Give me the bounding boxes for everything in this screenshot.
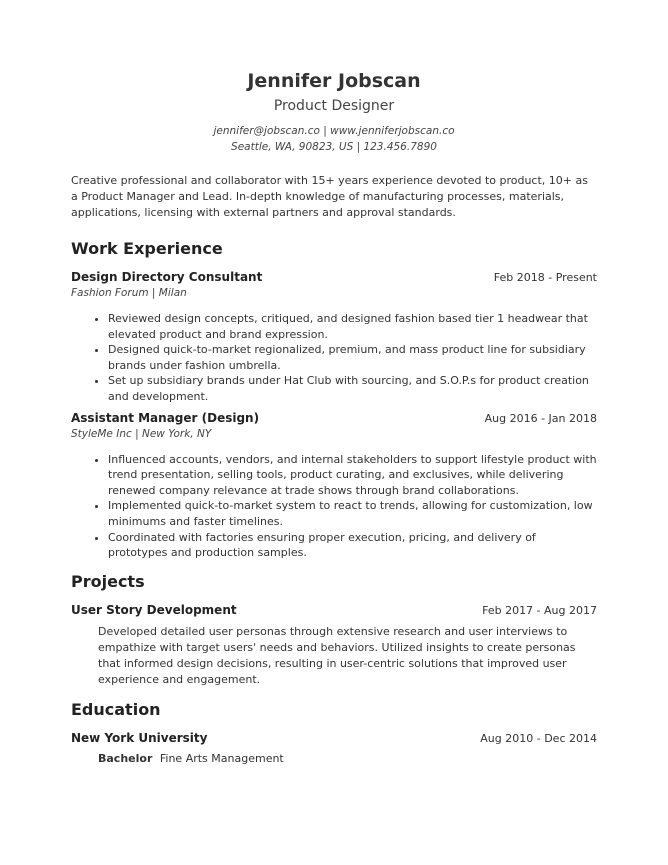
resume-header	[71, 0, 597, 155]
professional-summary: Creative professional and collaborator with 15+ years experience devoted to product, 10+ as a Product Manager and Lead. In-depth knowledge of manufacturing processes, materials, applications, licensing with external partners and approval standards.	[71, 174, 588, 219]
degree-line	[71, 751, 597, 767]
projects-heading: Projects	[71, 571, 145, 591]
contact-line-location-phone: Seattle, WA, 90823, US | 123.456.7890	[231, 141, 437, 153]
job-header-row	[71, 268, 597, 286]
job-company: Fashion Forum | Milan	[71, 287, 187, 299]
job-bullet: • Implemented quick-to-market system to react to trends, allowing for customization, low minimums and faster timelines.	[108, 498, 597, 529]
degree-type: Bachelor	[98, 751, 153, 765]
job-dates: Feb 2018 - Present	[493, 271, 597, 284]
job-role: Design Directory Consultant	[71, 270, 263, 284]
job-bullet: • Coordinated with factories ensuring proper execution, pricing, and delivery of prototypes and production samples.	[108, 530, 597, 561]
job-entry	[71, 409, 597, 561]
project-description: Developed detailed user personas through extensive research and user interviews to empathize with target users' needs and behaviors. Utilized insights to create personas that informed design decisions, resulting in user-centric solutions that improved user experience and engagement.	[98, 624, 576, 686]
job-company: StyleMe Inc | New York, NY	[71, 427, 212, 440]
education-dates: Aug 2010 - Dec 2014	[480, 731, 597, 745]
job-bullet: • Influenced accounts, vendors, and internal stakeholders to support lifestyle product with trend presentation, selling tools, product curating, and exclusives, while delivering renewed company relevance at trade shows through brand collaborations.	[108, 452, 597, 499]
job-role: Assistant Manager (Design)	[71, 410, 260, 425]
job-dates: Aug 2016 - Jan 2018	[484, 411, 597, 425]
project-dates: Feb 2017 - Aug 2017	[482, 603, 597, 617]
work-experience-heading: Work Experience	[71, 239, 223, 258]
project-name: User Story Development	[71, 602, 237, 617]
project-entry	[71, 601, 597, 688]
job-bullet-list	[71, 452, 597, 561]
contact-line-email-website: jennifer@jobscan.co | www.jenniferjobscan.co	[213, 125, 455, 137]
job-bullet-list	[71, 311, 597, 405]
education-heading: Education	[71, 699, 161, 719]
job-bullet: • Designed quick-to-market regionalized, premium, and mass product line for subsidiary brands under fashion umbrella.	[108, 342, 597, 373]
job-bullet: • Reviewed design concepts, critiqued, and designed fashion based tier 1 headwear that elevated product and brand expression.	[108, 311, 597, 342]
education-header-row	[71, 729, 597, 747]
candidate-name: Jennifer Jobscan	[247, 70, 421, 92]
project-header-row	[71, 601, 597, 619]
degree-field: Fine Arts Management	[159, 751, 284, 765]
job-bullet: • Set up subsidiary brands under Hat Club with sourcing, and S.O.P.s for product creation and development.	[108, 373, 597, 404]
education-entry	[71, 729, 597, 767]
job-header-row	[71, 409, 597, 427]
school-name: New York University	[71, 730, 208, 745]
candidate-title: Product Designer	[273, 98, 395, 114]
job-entry	[71, 268, 597, 405]
